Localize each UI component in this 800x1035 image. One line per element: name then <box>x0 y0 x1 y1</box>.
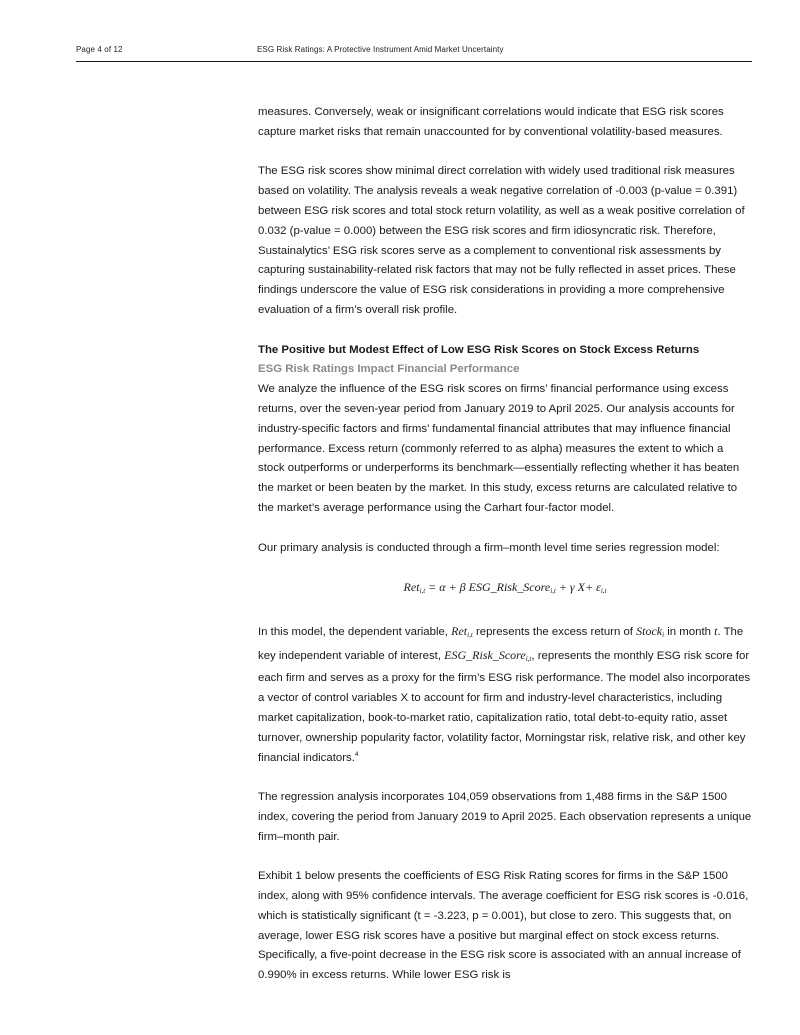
document-title: ESG Risk Ratings: A Protective Instrument Amid Market Uncertainty <box>257 45 504 54</box>
eq-ret-sub: i,t <box>419 587 426 596</box>
document-body <box>258 103 752 986</box>
paragraph-correlation-findings: The ESG risk scores show minimal direct correlation with widely used traditional risk measures based on volatility. The analysis reveals a weak negative correlation of -0.003 (p-value = 0.391) between ESG risk scores and total stock return volatility, as well as a weak positive correlation of 0.032 (p-value = 0.000) between the ESG risk scores and firm idiosyncratic risk. Therefore, Sustainalytics’ ESG risk scores serve as a complement to conventional risk assessments by capturing sustainability-related risk factors that may not be fully reflected in asset prices. These findings underscore the value of ESG risk considerations in providing a more comprehensive evaluation of a firm’s overall risk profile. <box>258 165 745 316</box>
paragraph-model-intro: Our primary analysis is conducted through a firm–month level time series regression model: <box>258 541 720 554</box>
page-number: Page 4 of 12 <box>76 45 123 54</box>
eq-score-sub: i,t <box>550 587 556 596</box>
var-esg-score: ESG_Risk_Score <box>444 647 526 662</box>
regression-equation <box>258 578 752 602</box>
eq-tail: + γ X+ ε <box>555 580 601 595</box>
var-t: t <box>714 623 718 638</box>
text-run: In this model, the dependent variable, <box>258 625 452 638</box>
var-esg-score-sub: i,t <box>525 654 532 663</box>
var-ret-sub: i,t <box>467 630 473 639</box>
paragraph-correlation-intro: measures. Conversely, weak or insignificant correlations would indicate that ESG risk scores capture market risks that remain unaccounted for by conventional volatility-based measures. <box>258 106 724 138</box>
text-run: represents the excess return of <box>472 625 637 638</box>
var-stock-sub: i <box>662 630 665 639</box>
eq-rest: = α + β ESG_Risk_Score <box>425 580 551 595</box>
footnote-ref: 4 <box>354 750 359 758</box>
eq-ret: Ret <box>403 580 420 595</box>
section-subtitle: ESG Risk Ratings Impact Financial Performance <box>258 363 520 376</box>
paragraph-excess-returns: We analyze the influence of the ESG risk scores on firms’ financial performance using excess returns, over the seven-year period from January 2019 to April 2025. Our analysis accounts for industry-specific factors and firms’ fundamental financial attributes that may influence financial performance. Excess return (commonly referred to as alpha) measures the extent to which a stock outperforms or underperforms its benchmark—essentially reflecting whether it has beaten the market or been beaten by the market. In this study, excess returns are calculated relative to the market’s average performance using the Carhart four-factor model. <box>258 383 740 514</box>
paragraph-model-description <box>258 622 752 769</box>
paragraph-sample: The regression analysis incorporates 104,059 observations from 1,488 firms in the S&P 1500 index, covering the period from January 2019 to April 2025. Each observation represents a unique firm–month pair. <box>258 791 752 843</box>
eq-eps-sub: i,t <box>600 587 607 596</box>
paragraph-exhibit-1: Exhibit 1 below presents the coefficients of ESG Risk Rating scores for firms in the S&P 1500 index, along with 95% confidence intervals. The average coefficient for ESG risk scores is -0.016, which is statistically significant (t = -3.223, p = 0.001), but close to zero. This suggests that, on average, lower ESG risk scores have a positive but marginal effect on stock excess returns. Specifically, a five-point decrease in the ESG risk score is associated with an annual increase of 0.990% in excess returns. While lower ESG risk is <box>258 870 749 982</box>
text-run: in month <box>664 625 715 638</box>
page-header <box>76 45 752 62</box>
text-run: . The key independent variable of interest, <box>258 625 744 662</box>
section-title: The Positive but Modest Effect of Low ESG Risk Scores on Stock Excess Returns <box>258 343 700 356</box>
text-run: , represents the monthly ESG risk score for each firm and serves as a proxy for the firm’s ESG risk performance. The model also incorporates a vector of control variables X to account for firm and industry-level characteristics, including market capitalization, book-to-market ratio, capitalization ratio, total debt-to-equity ratio, asset turnover, ownership popularity factor, volatility factor, Morningstar risk, relative risk, and other key financial indicators. <box>258 649 751 764</box>
var-ret: Ret <box>451 623 468 638</box>
var-stock: Stock <box>636 623 663 638</box>
